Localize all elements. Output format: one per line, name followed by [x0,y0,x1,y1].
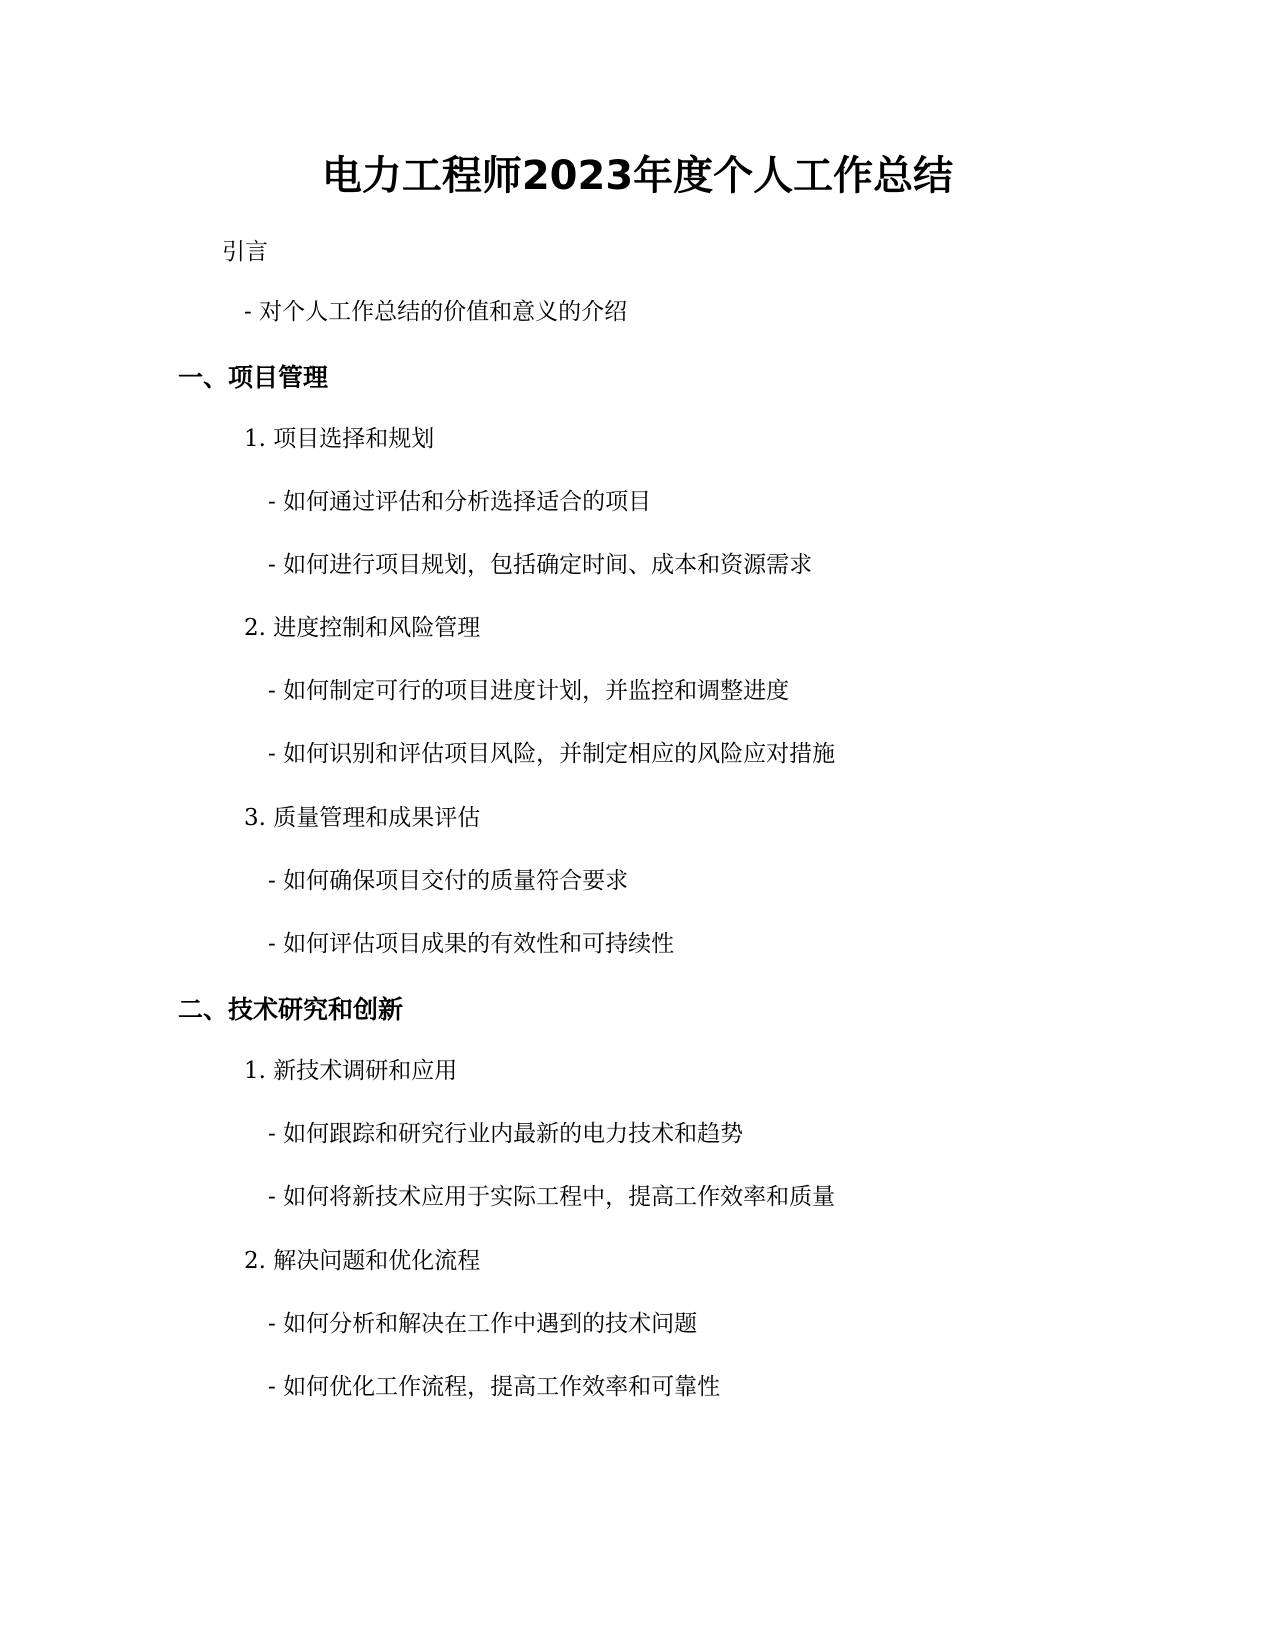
bullet-point: - 如何跟踪和研究行业内最新的电力技术和趋势 [268,1121,744,1147]
subsection-label: 3. 质量管理和成果评估 [244,805,481,831]
document-title: 电力工程师2023年度个人工作总结 [321,153,954,199]
bullet-point: - 如何制定可行的项目进度计划，并监控和调整进度 [268,678,790,704]
section-heading: 二、技术研究和创新 [178,995,404,1024]
bullet-point: - 如何确保项目交付的质量符合要求 [268,868,629,894]
bullet-point: - 如何将新技术应用于实际工程中，提高工作效率和质量 [268,1184,836,1210]
subsection-label: 2. 解决问题和优化流程 [244,1248,481,1274]
subsection-label: 1. 项目选择和规划 [244,426,435,452]
bullet-point: - 如何评估项目成果的有效性和可持续性 [268,931,675,957]
subsection-label: 2. 进度控制和风险管理 [244,615,481,641]
bullet-point: - 如何分析和解决在工作中遇到的技术问题 [268,1311,698,1337]
intro-label: 引言 [222,239,268,265]
bullet-point: - 如何优化工作流程，提高工作效率和可靠性 [268,1374,721,1400]
section-heading: 一、项目管理 [178,363,329,392]
subsection-label: 1. 新技术调研和应用 [244,1058,458,1084]
bullet-point: - 如何进行项目规划，包括确定时间、成本和资源需求 [268,552,813,578]
bullet-point: - 如何通过评估和分析选择适合的项目 [268,489,652,515]
intro-item: - 对个人工作总结的价值和意义的介绍 [244,299,628,325]
bullet-point: - 如何识别和评估项目风险，并制定相应的风险应对措施 [268,741,836,767]
